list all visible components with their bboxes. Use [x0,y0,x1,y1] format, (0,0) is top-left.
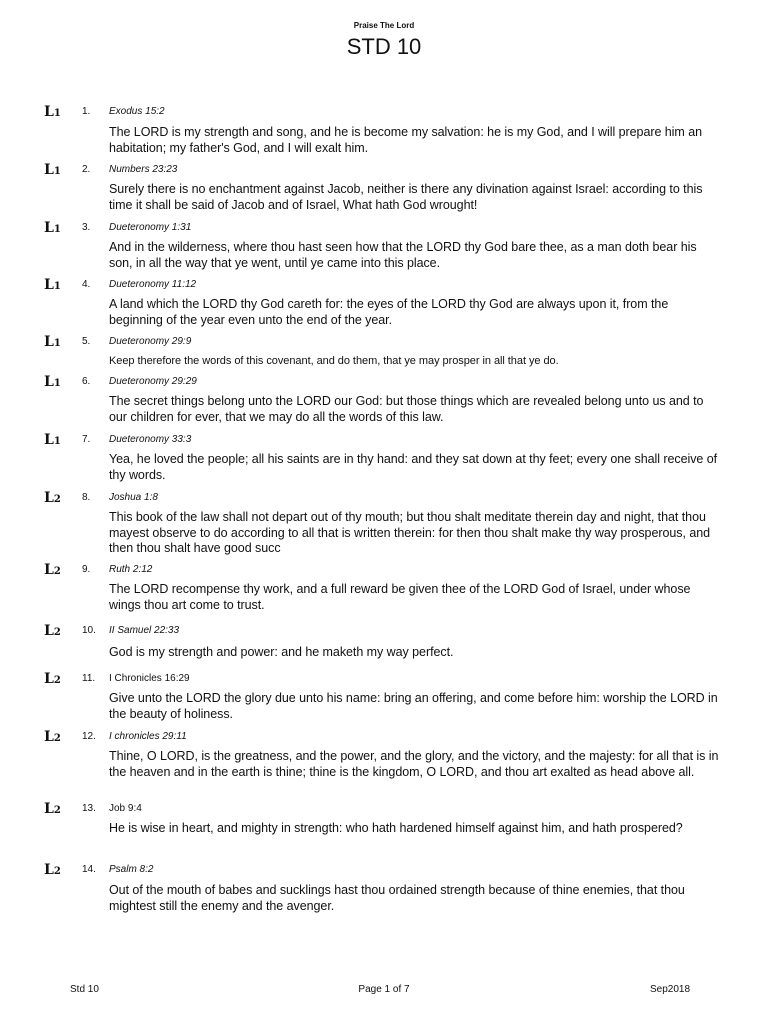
verse-number: 14. [82,864,96,875]
level-badge: L2 [44,862,61,878]
verse-text: Give unto the LORD the glory due unto his name: bring an offering, and come before him: worship the LORD in the beauty of holiness. [109,691,718,721]
document-subtitle: Praise The Lord [353,21,415,30]
verse-number: 13. [82,803,96,814]
verse-number: 4. [82,279,91,290]
verse-text: The secret things belong unto the LORD our God: but those things which are revealed belong unto us and to our children for ever, that we may do all the words of this law. [109,394,704,424]
verse-text: The LORD is my strength and song, and he is become my salvation: he is my God, and I will prepare him an habitation; my father's God, and I will exalt him. [109,125,703,155]
verse-number: 9. [82,564,91,575]
level-badge: L1 [44,162,61,178]
verse-reference: Dueteronomy 29:9 [109,336,192,347]
verse-number: 11. [82,673,96,684]
verse-reference: II Samuel 22:33 [109,625,180,636]
verse-number: 8. [82,492,91,503]
level-badge: L2 [44,562,61,578]
verse-text: Out of the mouth of babes and sucklings hast thou ordained strength because of thine enemies, that thou mightest still the enemy and the avenger. [109,883,685,913]
verse-text: He is wise in heart, and mighty in strength: who hath hardened himself against him, and hath prospered? [109,821,683,835]
verse-reference: Numbers 23:23 [109,164,178,175]
verse-reference: Dueteronomy 1:31 [109,222,192,233]
level-badge: L1 [44,220,61,236]
verse-text: The LORD recompense thy work, and a full reward be given thee of the LORD God of Israel, under whose wings thou art come to trust. [109,582,691,612]
level-badge: L2 [44,671,61,687]
level-badge: L2 [44,801,61,817]
verse-number: 12. [82,731,96,742]
verse-number: 2. [82,164,91,175]
page-number: Page 1 of 7 [358,984,410,995]
level-badge: L1 [44,104,61,120]
verse-number: 7. [82,434,91,445]
verse-number: 10. [82,625,96,636]
verse-reference: Dueteronomy 33:3 [109,434,192,445]
level-badge: L1 [44,334,61,350]
verse-number: 6. [82,376,91,387]
verse-number: 1. [82,106,91,117]
footer-date: Sep2018 [650,984,691,995]
verse-reference: I chronicles 29:11 [109,731,187,742]
verse-reference: Exodus 15:2 [109,106,165,117]
verse-number: 3. [82,222,91,233]
level-badge: L2 [44,490,61,506]
verse-reference: I Chronicles 16:29 [109,673,190,684]
verse-reference: Dueteronomy 11:12 [109,279,197,290]
footer-left: Std 10 [70,984,99,995]
level-badge: L1 [44,432,61,448]
verse-reference: Psalm 8:2 [109,864,154,875]
verse-text: And in the wilderness, where thou hast seen how that the LORD thy God bare thee, as a man doth bear his son, in all the way that ye went, until ye came into this place. [109,240,697,270]
level-badge: L2 [44,729,61,745]
verse-text: God is my strength and power: and he maketh my way perfect. [109,645,454,659]
verse-text: Surely there is no enchantment against Jacob, neither is there any divination against Israel: according to this time it shall be said of Jacob and of Israel, What hath God wrought! [109,182,703,212]
verse-reference: Joshua 1:8 [109,492,158,503]
verse-text: Yea, he loved the people; all his saints are in thy hand: and they sat down at thy feet; every one shall receive of thy words. [109,452,718,482]
document-title: STD 10 [346,34,422,59]
verse-text: This book of the law shall not depart out of thy mouth; but thou shalt meditate therein day and night, that thou mayest observe to do according to all that is written therein: for then thou shalt make thy way prosperous, and then thou shalt have good succ [109,510,711,556]
verse-text: Keep therefore the words of this covenant, and do them, that ye may prosper in all that ye do. [109,355,559,367]
level-badge: L1 [44,374,61,390]
verse-text: Thine, O LORD, is the greatness, and the power, and the glory, and the victory, and the majesty: for all that is in the heaven and in the earth is thine; thine is the kingdom, O LORD, and thou art exalted as head above all. [109,749,719,779]
level-badge: L1 [44,277,61,293]
verse-reference: Ruth 2:12 [109,564,153,575]
verse-number: 5. [82,336,91,347]
verse-reference: Dueteronomy 29:29 [109,376,197,387]
verse-text: A land which the LORD thy God careth for: the eyes of the LORD thy God are always upon it, from the beginning of the year even unto the end of the year. [109,297,669,327]
level-badge: L2 [44,623,61,639]
verse-reference: Job 9:4 [109,803,142,814]
